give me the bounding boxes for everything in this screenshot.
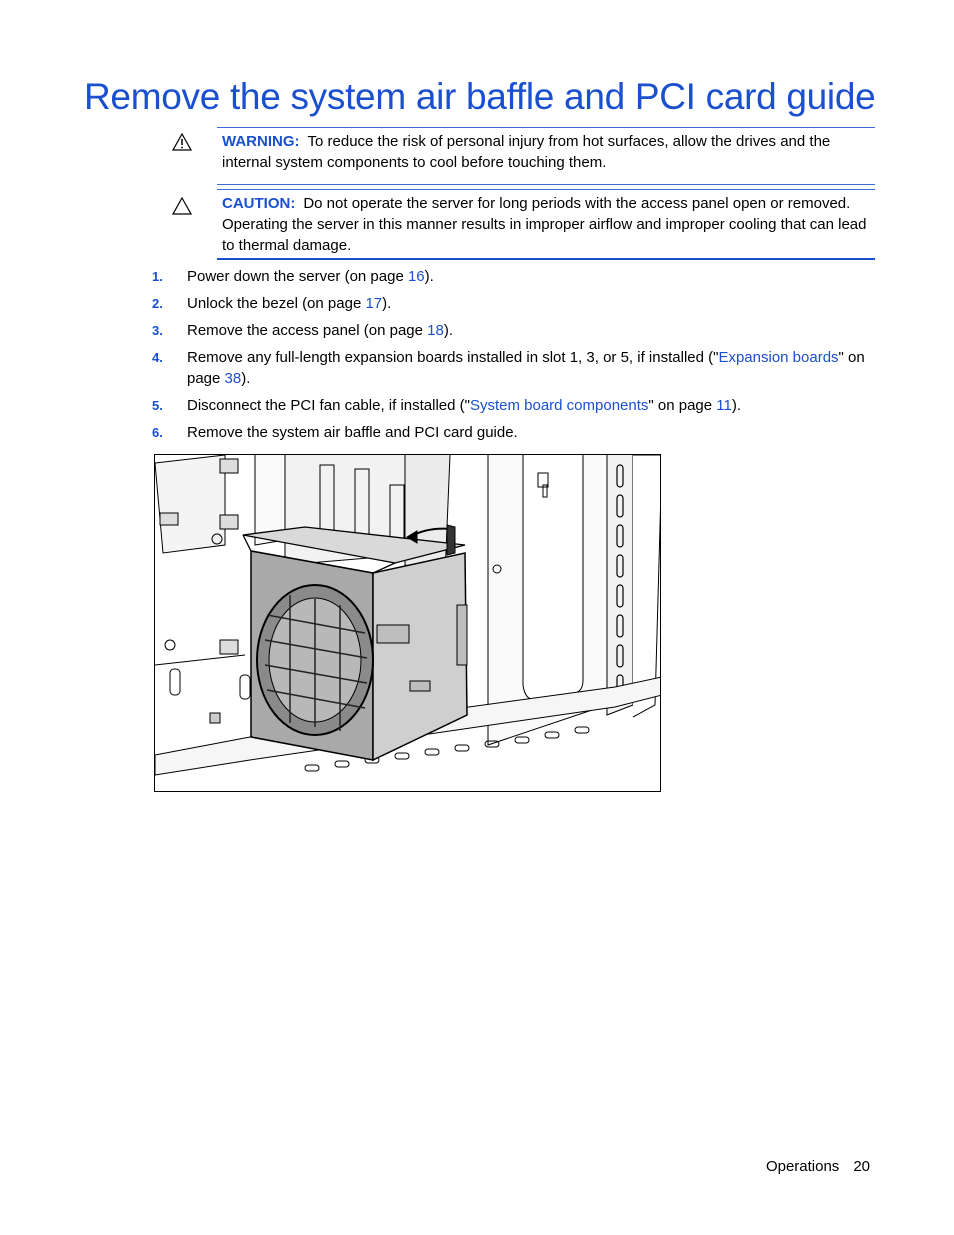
page-link[interactable]: 17: [365, 295, 383, 312]
step-text: Unlock the bezel (on page: [187, 295, 366, 312]
step-item: [152, 347, 870, 389]
step-text: Disconnect the PCI fan cable, if installed (": [187, 397, 470, 414]
step-item: [152, 422, 870, 443]
section-link[interactable]: Expansion boards: [718, 349, 839, 366]
step-text: ).: [382, 295, 392, 312]
section-link[interactable]: System board components: [469, 397, 649, 414]
page-link[interactable]: 11: [716, 397, 732, 414]
caution-notice: [217, 189, 875, 260]
warning-notice: [217, 127, 875, 185]
step-text: ).: [241, 370, 251, 387]
step-text: " on page: [187, 349, 865, 387]
caution-label: CAUTION:: [222, 195, 296, 212]
page-link[interactable]: 16: [407, 268, 425, 285]
step-text: Power down the server (on page: [187, 268, 408, 285]
page-link[interactable]: 18: [427, 322, 444, 339]
step-number: 5.: [152, 398, 163, 413]
step-text: Remove the access panel (on page: [187, 322, 428, 339]
step-number: 2.: [152, 296, 163, 311]
page-link[interactable]: 38: [224, 370, 242, 387]
step-item: [152, 293, 870, 314]
step-text: ).: [731, 397, 742, 414]
procedure-steps: [152, 266, 870, 449]
step-item: [152, 266, 870, 287]
warning-label: WARNING:: [222, 133, 300, 150]
step-text: Remove the system air baffle and PCI card guide.: [187, 424, 518, 441]
step-item: [152, 395, 870, 416]
step-number: 1.: [152, 269, 163, 284]
step-text: Remove any full-length expansion boards installed in slot 1, 3, or 5, if installed (": [187, 349, 719, 366]
step-text: ).: [424, 268, 434, 285]
page-title: Remove the system air baffle and PCI card guide: [84, 76, 876, 117]
air-baffle-diagram: [155, 455, 661, 792]
footer-section: Operations: [765, 1158, 840, 1175]
warning-text: To reduce the risk of personal injury from hot surfaces, allow the drives and the internal system components to cool before touching them.: [222, 133, 831, 171]
step-item: [152, 320, 870, 341]
server-illustration: [154, 454, 661, 792]
step-number: 4.: [152, 350, 163, 365]
page-number: 20: [853, 1158, 870, 1175]
warning-icon: [172, 133, 192, 151]
caution-text: Do not operate the server for long periods with the access panel open or removed. Operating the server in this manner results in improper airflow and improper cooling that can lead to thermal damage.: [222, 195, 867, 254]
step-text: " on page: [648, 397, 717, 414]
step-text: ).: [443, 322, 454, 339]
caution-icon: [172, 197, 192, 215]
step-number: 3.: [152, 323, 163, 338]
page-footer: [766, 1158, 870, 1175]
step-number: 6.: [152, 425, 163, 440]
